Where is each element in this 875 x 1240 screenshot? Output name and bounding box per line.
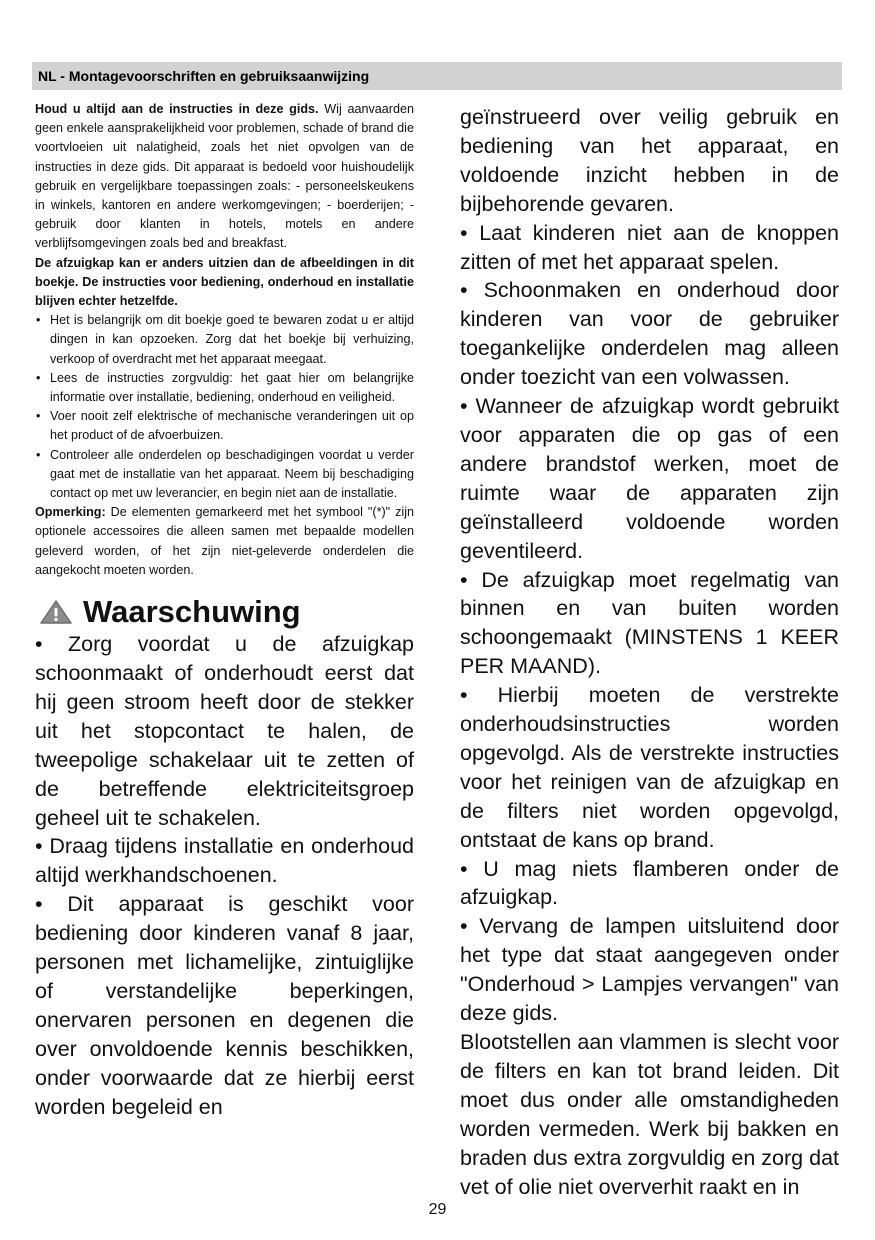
remark-label: Opmerking: (35, 505, 106, 520)
warning-left-text (35, 630, 414, 1121)
warning-paragraph: • Draag tijdens installatie en onderhoud altijd werkhandschoenen. (35, 834, 414, 888)
bullet-item: • Voer nooit zelf elektrische of mechanische veranderingen uit op het product of de afvoerbuizen. (35, 407, 414, 445)
intro-bullet-list (35, 311, 414, 503)
intro-paragraph (35, 100, 414, 254)
warning-paragraph: geïnstrueerd over veilig gebruik en bediening van het apparaat, en voldoende inzicht hebben in de bijbehorende gevaren. (460, 105, 839, 216)
warning-paragraph: • De afzuigkap moet regelmatig van binnen en van buiten worden schoongemaakt (MINSTENS 1 KEER PER MAAND). (460, 567, 839, 679)
warning-triangle-icon (39, 599, 73, 625)
intro-section (35, 100, 414, 580)
bullet-item: • Lees de instructies zorgvuldig: het gaat hier om belangrijke informatie over installatie, bediening, onderhoud en veiligheid. (35, 369, 414, 407)
page-number: 29 (428, 1201, 447, 1218)
warning-paragraph: • U mag niets flamberen onder de afzuigkap. (460, 856, 839, 910)
bullet-item: • Het is belangrijk om dit boekje goed te bewaren zodat u er altijd dingen in kan opzoeken. Zorg dat het boekje bij verhuizing, verkoop of overdracht met het apparaat meegaat. (35, 311, 414, 369)
warning-paragraph: • Schoonmaken en onderhoud door kinderen van voor de gebruiker toegankelijke onderdelen mag alleen onder toezicht van een volwassen. (460, 278, 839, 390)
section-header (32, 62, 842, 90)
remark-text: De elementen gemarkeerd met het symbool "(*)" zijn optionele accessoires die alleen samen met bepaalde modellen geleverd worden, of het zijn niet-geleverde onderdelen die aangekocht moeten worden. (35, 505, 414, 577)
warning-paragraph: • Wanneer de afzuigkap wordt gebruikt voor apparaten die op gas of een andere brandstof werken, moet de ruimte waar de apparaten zijn geïnstalleerd voldoende worden geventileerd. (460, 394, 839, 563)
warning-paragraph: • Laat kinderen niet aan de knoppen zitten of met het apparaat spelen. (460, 220, 839, 274)
warning-paragraph: Blootstellen aan vlammen is slecht voor de filters en kan tot brand leiden. Dit moet dus onder alle omstandigheden worden vermeden. Werk bij bakken en braden dus extra zorgvuldig en zorg dat vet of olie niet oververhit raakt en in (460, 1030, 839, 1199)
left-column (35, 100, 414, 1121)
warning-paragraph: • Dit apparaat is geschikt voor bediening door kinderen vanaf 8 jaar, personen met lichamelijke, zintuiglijke of verstandelijke beperkingen, onervaren personen en degenen die over onvoldoende kennis beschikken, onder voorwaarde dat ze hierbij eerst worden begeleid en (35, 892, 414, 1119)
warning-title-row (35, 594, 414, 630)
bullet-item: • Controleer alle onderdelen op beschadigingen voordat u verder gaat met de installatie van het apparaat. Neem bij beschadiging contact op met uw leverancier, en begin niet aan de installatie. (35, 446, 414, 504)
section-header-title: NL - Montagevoorschriften en gebruiksaanwijzing (38, 68, 370, 84)
appearance-note: De afzuigkap kan er anders uitzien dan de afbeeldingen in dit boekje. De instructies voor bediening, onderhoud en installatie blijven echter hetzelfde. (35, 255, 414, 309)
remark-paragraph (35, 503, 414, 580)
intro-lead-text: Wij aanvaarden geen enkele aansprakelijkheid voor problemen, schade of brand die voortvloeien uit nalatigheid, zoals het niet opvolgen van de instructies in deze gids. Dit apparaat is bedoeld voor huishoudelijk gebruik en vergelijkbare toepassingen zoals: - personeelskeukens in winkels, kantoren en andere werkomgevingen; - boerderijen; - gebruik door klanten in hotels, motels en andere verblijfsomgevingen zoals bed and breakfast. (35, 102, 414, 251)
warning-paragraph: • Vervang de lampen uitsluitend door het type dat staat aangegeven onder "Onderhoud > Lampjes vervangen" van deze gids. (460, 914, 839, 1026)
intro-lead-bold: Houd u altijd aan de instructies in deze gids. (35, 102, 319, 116)
warning-paragraph: • Zorg voordat u de afzuigkap schoonmaakt of onderhoudt eerst dat hij geen stroom heeft door de stekker uit het stopcontact te halen, de tweepolige schakelaar uit te zetten of de betreffende elektriciteitsgroep geheel uit te schakelen. (35, 632, 414, 830)
warning-paragraph: • Hierbij moeten de verstrekte onderhoudsinstructies worden opgevolgd. Als de verstrekte instructies voor het reinigen van de afzuigkap en de filters niet worden opgevolgd, ontstaat de kans op brand. (460, 683, 839, 852)
warning-heading: Waarschuwing (83, 594, 301, 630)
right-column (460, 103, 839, 1201)
